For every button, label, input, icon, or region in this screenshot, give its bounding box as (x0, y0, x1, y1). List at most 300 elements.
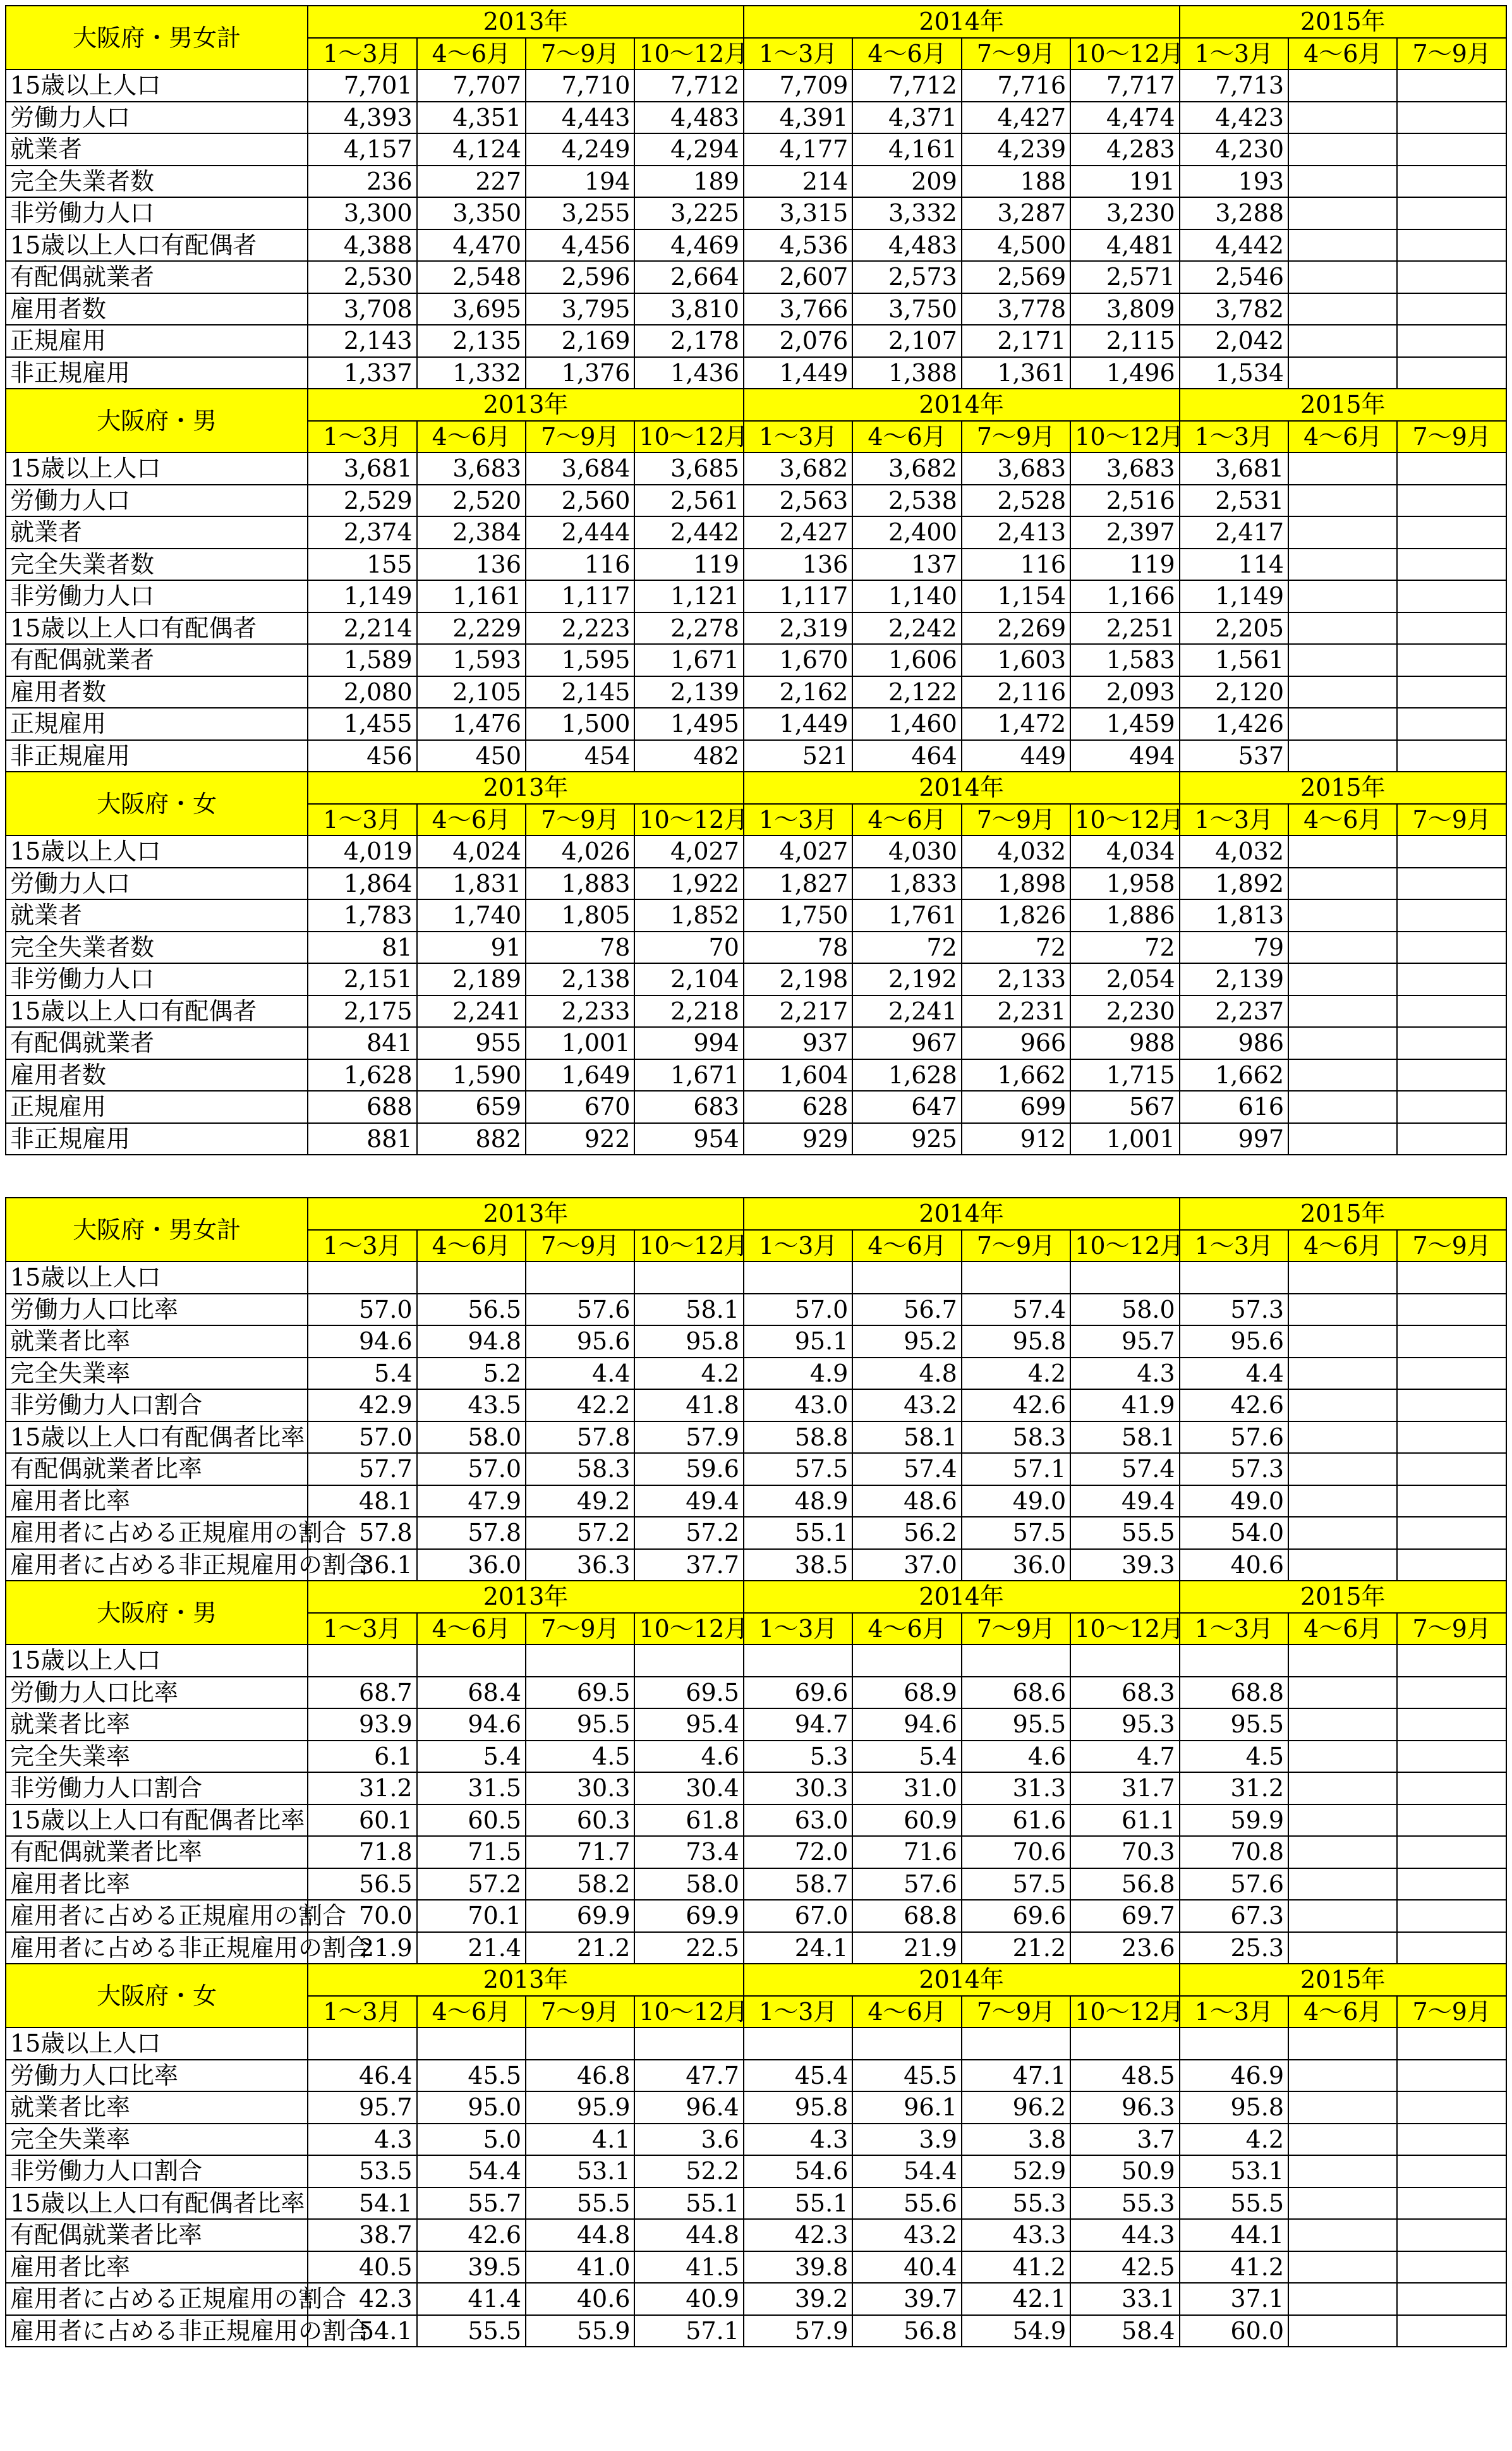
data-cell: 236 (308, 166, 416, 198)
data-cell: 57.9 (634, 1421, 743, 1454)
data-cell (634, 1645, 743, 1677)
quarter-header: 4～6月 (1288, 1996, 1397, 2028)
quarter-header: 10～12月 (634, 1996, 743, 2028)
table-row (6, 197, 1506, 229)
data-cell (1397, 708, 1506, 740)
data-cell: 69.5 (526, 1677, 634, 1709)
row-label: 労働力人口比率 (6, 2060, 308, 2092)
data-cell: 31.0 (852, 1772, 961, 1804)
data-cell (1397, 868, 1506, 900)
data-cell: 209 (852, 166, 961, 198)
data-cell: 70 (634, 932, 743, 964)
data-cell: 4.6 (634, 1741, 743, 1773)
data-cell: 95.4 (634, 1708, 743, 1741)
data-cell: 44.8 (526, 2219, 634, 2251)
data-cell: 841 (308, 1027, 416, 1059)
data-cell: 2,171 (962, 325, 1070, 357)
data-cell (744, 1645, 852, 1677)
quarter-header: 10～12月 (634, 421, 743, 453)
table-row (6, 453, 1506, 485)
quarter-header: 4～6月 (852, 1996, 961, 2028)
data-cell: 2,080 (308, 676, 416, 709)
data-cell: 95.5 (962, 1708, 1070, 1741)
quarter-header: 7～9月 (526, 1230, 634, 1262)
data-cell: 2,198 (744, 963, 852, 995)
table-row (6, 133, 1506, 166)
data-cell: 1,740 (417, 899, 526, 932)
data-cell: 966 (962, 1027, 1070, 1059)
data-cell: 2,241 (852, 995, 961, 1028)
data-cell: 1,833 (852, 868, 961, 900)
data-cell (1288, 1804, 1397, 1837)
quarter-header: 7～9月 (962, 1230, 1070, 1262)
data-cell: 3,695 (417, 293, 526, 325)
data-cell (1397, 293, 1506, 325)
table-row (6, 325, 1506, 357)
data-cell: 4,027 (634, 836, 743, 868)
data-cell: 2,076 (744, 325, 852, 357)
data-cell: 1,603 (962, 644, 1070, 676)
data-cell: 43.0 (744, 1389, 852, 1421)
data-cell: 2,384 (417, 516, 526, 549)
data-cell: 136 (744, 549, 852, 581)
table-row (6, 2251, 1506, 2284)
data-cell (1288, 485, 1397, 517)
data-cell (1397, 2283, 1506, 2315)
data-cell: 3,685 (634, 453, 743, 485)
data-cell: 94.6 (308, 1325, 416, 1358)
year-header: 2015年 (1180, 389, 1506, 421)
data-cell: 42.6 (417, 2219, 526, 2251)
data-cell: 39.8 (744, 2251, 852, 2284)
data-cell: 3,225 (634, 197, 743, 229)
data-cell: 3,682 (744, 453, 852, 485)
data-cell: 71.7 (526, 1836, 634, 1868)
year-header: 2015年 (1180, 772, 1506, 804)
data-cell: 2,178 (634, 325, 743, 357)
data-cell: 57.6 (852, 1868, 961, 1901)
data-cell (1288, 995, 1397, 1028)
quarter-header: 10～12月 (1070, 38, 1179, 70)
data-cell (1397, 1294, 1506, 1326)
data-cell: 925 (852, 1123, 961, 1155)
data-cell: 4,474 (1070, 102, 1179, 134)
header-year-row (6, 389, 1506, 421)
row-label: 雇用者数 (6, 293, 308, 325)
data-cell: 1,500 (526, 708, 634, 740)
data-cell: 55.5 (1070, 1517, 1179, 1549)
data-cell: 4,032 (962, 836, 1070, 868)
data-cell: 2,546 (1180, 261, 1288, 293)
data-cell: 4,469 (634, 229, 743, 262)
data-cell (1288, 1741, 1397, 1773)
data-cell: 1,121 (634, 580, 743, 612)
data-cell: 1,827 (744, 868, 852, 900)
data-cell (1397, 1900, 1506, 1932)
data-cell (962, 2028, 1070, 2060)
data-cell (1397, 229, 1506, 262)
data-cell: 96.3 (1070, 2091, 1179, 2124)
quarter-header: 4～6月 (852, 38, 961, 70)
row-label: 15歳以上人口有配偶者 (6, 229, 308, 262)
table-row (6, 1772, 1506, 1804)
data-cell (1288, 197, 1397, 229)
data-cell: 4,230 (1180, 133, 1288, 166)
table-row (6, 868, 1506, 900)
data-cell: 929 (744, 1123, 852, 1155)
data-cell: 73.4 (634, 1836, 743, 1868)
data-cell: 1,426 (1180, 708, 1288, 740)
data-cell: 53.5 (308, 2155, 416, 2187)
data-cell: 57.1 (634, 2315, 743, 2347)
data-cell (1397, 580, 1506, 612)
data-cell (1397, 2091, 1506, 2124)
data-cell: 69.7 (1070, 1900, 1179, 1932)
year-header: 2014年 (744, 1581, 1180, 1613)
data-cell: 2,374 (308, 516, 416, 549)
data-cell: 42.3 (744, 2219, 852, 2251)
data-cell: 188 (962, 166, 1070, 198)
header-year-row (6, 1964, 1506, 1996)
data-cell: 2,538 (852, 485, 961, 517)
data-cell: 55.3 (962, 2187, 1070, 2220)
data-cell (1288, 1485, 1397, 1517)
data-cell: 44.3 (1070, 2219, 1179, 2251)
data-cell: 53.1 (526, 2155, 634, 2187)
quarter-header: 10～12月 (634, 38, 743, 70)
data-cell (1288, 549, 1397, 581)
table-row (6, 1517, 1506, 1549)
data-cell (1397, 1421, 1506, 1454)
data-cell: 494 (1070, 740, 1179, 772)
data-cell: 4.9 (744, 1358, 852, 1390)
data-cell: 5.0 (417, 2124, 526, 2156)
quarter-header: 1～3月 (744, 1613, 852, 1645)
data-cell: 1,715 (1070, 1059, 1179, 1092)
data-cell (1397, 2219, 1506, 2251)
data-cell: 30.3 (744, 1772, 852, 1804)
data-cell: 95.2 (852, 1325, 961, 1358)
data-cell: 1,472 (962, 708, 1070, 740)
data-cell: 70.1 (417, 1900, 526, 1932)
data-cell: 61.8 (634, 1804, 743, 1837)
data-cell: 1,595 (526, 644, 634, 676)
data-cell: 57.0 (308, 1421, 416, 1454)
data-cell (1397, 995, 1506, 1028)
data-cell: 56.8 (1070, 1868, 1179, 1901)
data-cell: 95.6 (526, 1325, 634, 1358)
table-row (6, 932, 1506, 964)
data-cell: 31.3 (962, 1772, 1070, 1804)
data-cell: 56.8 (852, 2315, 961, 2347)
data-cell: 59.6 (634, 1453, 743, 1485)
data-cell: 1,496 (1070, 357, 1179, 389)
data-cell: 4,027 (744, 836, 852, 868)
table-row (6, 1741, 1506, 1773)
data-cell: 40.6 (526, 2283, 634, 2315)
table-row (6, 836, 1506, 868)
section-title: 大阪府・女 (6, 772, 308, 836)
data-cell: 3.6 (634, 2124, 743, 2156)
row-label: 労働力人口比率 (6, 1294, 308, 1326)
data-cell: 2,189 (417, 963, 526, 995)
data-cell: 36.0 (417, 1549, 526, 1581)
data-cell: 52.2 (634, 2155, 743, 2187)
data-cell: 1,001 (526, 1027, 634, 1059)
row-label: 有配偶就業者比率 (6, 2219, 308, 2251)
data-cell: 912 (962, 1123, 1070, 1155)
data-cell: 61.1 (1070, 1804, 1179, 1837)
data-cell: 2,107 (852, 325, 961, 357)
data-cell: 58.1 (852, 1421, 961, 1454)
data-cell: 988 (1070, 1027, 1179, 1059)
data-cell (1288, 516, 1397, 549)
section-title: 大阪府・男女計 (6, 6, 308, 70)
data-cell: 2,135 (417, 325, 526, 357)
data-cell: 3,810 (634, 293, 743, 325)
data-cell (1288, 1358, 1397, 1390)
data-cell (417, 2028, 526, 2060)
data-cell: 1,149 (308, 580, 416, 612)
data-cell: 3,778 (962, 293, 1070, 325)
data-cell: 881 (308, 1123, 416, 1155)
data-cell (962, 1262, 1070, 1294)
data-cell: 40.6 (1180, 1549, 1288, 1581)
data-cell: 55.5 (1180, 2187, 1288, 2220)
quarter-header: 4～6月 (417, 1230, 526, 1262)
data-cell: 55.5 (417, 2315, 526, 2347)
data-cell (852, 1262, 961, 1294)
data-cell: 1,161 (417, 580, 526, 612)
row-label: 非労働力人口割合 (6, 1772, 308, 1804)
quarter-header: 4～6月 (1288, 804, 1397, 836)
data-cell: 2,573 (852, 261, 961, 293)
data-cell: 967 (852, 1027, 961, 1059)
data-cell (1397, 2060, 1506, 2092)
data-cell (1288, 1772, 1397, 1804)
data-cell: 72 (1070, 932, 1179, 964)
data-cell: 3,795 (526, 293, 634, 325)
data-cell (1397, 1772, 1506, 1804)
quarter-header: 7～9月 (526, 1613, 634, 1645)
data-cell: 2,397 (1070, 516, 1179, 549)
data-cell: 4,391 (744, 102, 852, 134)
data-cell: 45.5 (852, 2060, 961, 2092)
data-cell: 3,708 (308, 293, 416, 325)
data-cell: 7,710 (526, 70, 634, 102)
data-cell (1288, 229, 1397, 262)
data-cell: 7,713 (1180, 70, 1288, 102)
data-cell: 47.1 (962, 2060, 1070, 2092)
table-row (6, 1059, 1506, 1092)
data-cell: 55.1 (744, 2187, 852, 2220)
data-cell: 2,133 (962, 963, 1070, 995)
data-cell (1288, 2028, 1397, 2060)
data-cell: 57.0 (308, 1294, 416, 1326)
data-cell: 3,684 (526, 453, 634, 485)
data-cell: 4,470 (417, 229, 526, 262)
data-cell: 2,237 (1180, 995, 1288, 1028)
data-cell: 72.0 (744, 1836, 852, 1868)
data-cell: 58.7 (744, 1868, 852, 1901)
data-cell: 3,766 (744, 293, 852, 325)
data-cell (1397, 357, 1506, 389)
data-cell (1397, 2251, 1506, 2284)
data-cell: 4.8 (852, 1358, 961, 1390)
data-cell: 31.2 (308, 1772, 416, 1804)
data-cell: 63.0 (744, 1804, 852, 1837)
table-row (6, 899, 1506, 932)
data-cell: 5.4 (308, 1358, 416, 1390)
data-cell (1397, 2187, 1506, 2220)
data-cell (1288, 708, 1397, 740)
table-row (6, 644, 1506, 676)
data-cell: 68.8 (1180, 1677, 1288, 1709)
data-cell: 81 (308, 932, 416, 964)
row-label: 正規雇用 (6, 708, 308, 740)
data-cell: 57.0 (744, 1294, 852, 1326)
data-cell: 30.4 (634, 1772, 743, 1804)
data-cell (1397, 1325, 1506, 1358)
table-row (6, 516, 1506, 549)
data-cell (1397, 1549, 1506, 1581)
data-cell: 4,177 (744, 133, 852, 166)
row-label: 正規雇用 (6, 1091, 308, 1123)
data-cell: 4,481 (1070, 229, 1179, 262)
data-cell: 58.3 (962, 1421, 1070, 1454)
data-cell: 60.9 (852, 1804, 961, 1837)
data-cell: 1,852 (634, 899, 743, 932)
data-cell: 69.6 (744, 1677, 852, 1709)
data-cell: 5.4 (417, 1741, 526, 1773)
data-cell: 2,413 (962, 516, 1070, 549)
data-cell (1288, 868, 1397, 900)
data-cell: 2,417 (1180, 516, 1288, 549)
data-cell: 60.1 (308, 1804, 416, 1837)
data-cell: 7,709 (744, 70, 852, 102)
data-cell: 41.5 (634, 2251, 743, 2284)
year-header: 2013年 (308, 772, 744, 804)
row-label: 15歳以上人口 (6, 453, 308, 485)
data-cell: 5.4 (852, 1741, 961, 1773)
data-cell: 44.1 (1180, 2219, 1288, 2251)
row-label: 労働力人口比率 (6, 1677, 308, 1709)
data-cell: 60.3 (526, 1804, 634, 1837)
data-cell: 57.2 (526, 1517, 634, 1549)
row-label: 雇用者に占める非正規雇用の割合 (6, 2315, 308, 2347)
data-cell: 4,294 (634, 133, 743, 166)
row-label: 15歳以上人口有配偶者比率 (6, 1421, 308, 1454)
data-cell: 4.4 (526, 1358, 634, 1390)
data-cell: 38.5 (744, 1549, 852, 1581)
row-label: 非正規雇用 (6, 1123, 308, 1155)
data-cell: 4,536 (744, 229, 852, 262)
data-cell: 628 (744, 1091, 852, 1123)
data-cell: 4,019 (308, 836, 416, 868)
data-cell: 94.6 (852, 1708, 961, 1741)
data-cell: 55.1 (744, 1517, 852, 1549)
year-header: 2015年 (1180, 1581, 1506, 1613)
data-cell (1397, 1677, 1506, 1709)
data-cell (1397, 2155, 1506, 2187)
data-cell: 7,712 (634, 70, 743, 102)
data-cell: 2,561 (634, 485, 743, 517)
data-cell: 95.0 (417, 2091, 526, 2124)
row-label: 非正規雇用 (6, 357, 308, 389)
data-cell: 72 (962, 932, 1070, 964)
data-cell: 4,249 (526, 133, 634, 166)
row-label: 非労働力人口 (6, 963, 308, 995)
data-cell (1288, 2251, 1397, 2284)
row-label: 15歳以上人口 (6, 836, 308, 868)
data-cell: 56.5 (308, 1868, 416, 1901)
data-cell: 68.7 (308, 1677, 416, 1709)
data-cell: 2,116 (962, 676, 1070, 709)
data-cell: 4,456 (526, 229, 634, 262)
data-cell: 39.5 (417, 2251, 526, 2284)
data-cell: 57.8 (308, 1517, 416, 1549)
data-cell (1397, 1091, 1506, 1123)
quarter-header: 10～12月 (1070, 1613, 1179, 1645)
data-cell: 40.9 (634, 2283, 743, 2315)
data-cell (962, 1645, 1070, 1677)
data-cell (1288, 580, 1397, 612)
table-row (6, 1708, 1506, 1741)
quarter-header: 7～9月 (526, 804, 634, 836)
data-cell (1288, 1123, 1397, 1155)
data-cell: 4.3 (308, 2124, 416, 2156)
data-cell: 2,169 (526, 325, 634, 357)
row-label: 非労働力人口 (6, 197, 308, 229)
data-cell: 41.2 (962, 2251, 1070, 2284)
data-cell: 450 (417, 740, 526, 772)
data-cell: 2,230 (1070, 995, 1179, 1028)
data-cell: 1,337 (308, 357, 416, 389)
data-cell: 2,528 (962, 485, 1070, 517)
data-cell (1288, 1091, 1397, 1123)
data-cell: 53.1 (1180, 2155, 1288, 2187)
data-cell (1070, 2028, 1179, 2060)
quarter-header: 1～3月 (1180, 1996, 1288, 2028)
quarter-header: 7～9月 (1397, 38, 1506, 70)
data-cell: 2,427 (744, 516, 852, 549)
data-cell (1288, 2060, 1397, 2092)
data-cell (1288, 2124, 1397, 2156)
table-row (6, 1294, 1506, 1326)
quarter-header: 1～3月 (744, 804, 852, 836)
data-cell: 95.8 (962, 1325, 1070, 1358)
table-row (6, 2219, 1506, 2251)
table-row (6, 2187, 1506, 2220)
data-cell (1288, 1389, 1397, 1421)
quarter-header: 7～9月 (1397, 1996, 1506, 2028)
data-cell: 57.2 (634, 1517, 743, 1549)
data-cell: 41.0 (526, 2251, 634, 2284)
data-cell: 4.2 (1180, 2124, 1288, 2156)
data-cell: 95.1 (744, 1325, 852, 1358)
data-cell: 1,561 (1180, 644, 1288, 676)
data-cell: 43.3 (962, 2219, 1070, 2251)
data-cell: 71.8 (308, 1836, 416, 1868)
data-cell (852, 2028, 961, 2060)
data-cell: 2,233 (526, 995, 634, 1028)
year-header: 2015年 (1180, 1198, 1506, 1230)
data-cell: 1,149 (1180, 580, 1288, 612)
data-cell: 67.3 (1180, 1900, 1288, 1932)
data-cell: 521 (744, 740, 852, 772)
data-cell (1288, 2155, 1397, 2187)
data-cell: 3.9 (852, 2124, 961, 2156)
